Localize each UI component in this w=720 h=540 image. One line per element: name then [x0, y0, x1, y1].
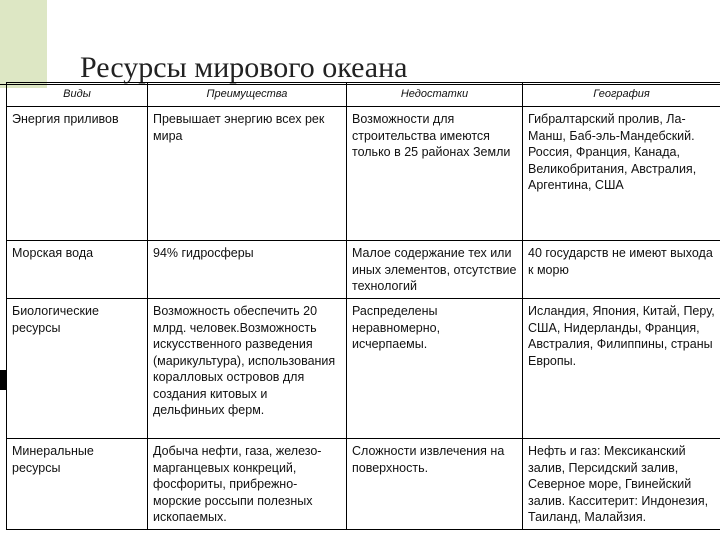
cell-disadvantages: Малое содержание тех или иных элементов, отсутствие технологий [347, 241, 523, 299]
cell-geography: Исландия, Япония, Китай, Перу, США, Нидерланды, Франция, Австралия, Филиппины, страны Европы. [523, 299, 720, 439]
cell-disadvantages: Сложности извлечения на поверхность. [347, 439, 523, 530]
header-disadvantages: Недостатки [347, 83, 523, 107]
header-advantages: Преимущества [148, 83, 347, 107]
cell-kind: Энергия приливов [7, 107, 148, 241]
cell-advantages: 94% гидросферы [148, 241, 347, 299]
cell-geography: 40 государств не имеют выхода к морю [523, 241, 720, 299]
cell-kind: Морская вода [7, 241, 148, 299]
slide-title: Ресурсы мирового океана [80, 51, 408, 84]
cell-disadvantages: Возможности для строительства имеются только в 25 районах Земли [347, 107, 523, 241]
cell-advantages: Возможность обеспечить 20 млрд. человек.Возможность искусственного разведения (марикультура), использования коралловых островов для создания китовых и дельфиньих ферм. [148, 299, 347, 439]
cell-advantages: Превышает энергию всех рек мира [148, 107, 347, 241]
ocean-resources-table [6, 82, 720, 530]
cell-disadvantages: Распределены неравномерно, исчерпаемы. [347, 299, 523, 439]
cell-advantages: Добыча нефти, газа, железо-марганцевых конкреций, фосфориты, прибрежно-морские россыпи полезных ископаемых. [148, 439, 347, 530]
cell-geography: Нефть и газ: Мексиканский залив, Персидский залив, Северное море, Гвинейский залив. Касситерит: Индонезия, Таиланд, Малайзия. [523, 439, 720, 530]
table-header-row [7, 83, 720, 107]
table-row [7, 241, 720, 299]
cell-kind: Биологические ресурсы [7, 299, 148, 439]
table-row [7, 439, 720, 530]
decorative-side-bar [0, 0, 47, 88]
cell-kind: Минеральные ресурсы [7, 439, 148, 530]
header-geography: География [523, 83, 720, 107]
table-row [7, 299, 720, 439]
cell-geography: Гибралтарский пролив, Ла-Манш, Баб-эль-Мандебский. Россия, Франция, Канада, Великобритания, Австралия, Аргентина, США [523, 107, 720, 241]
table-row [7, 107, 720, 241]
header-kinds: Виды [7, 83, 148, 107]
